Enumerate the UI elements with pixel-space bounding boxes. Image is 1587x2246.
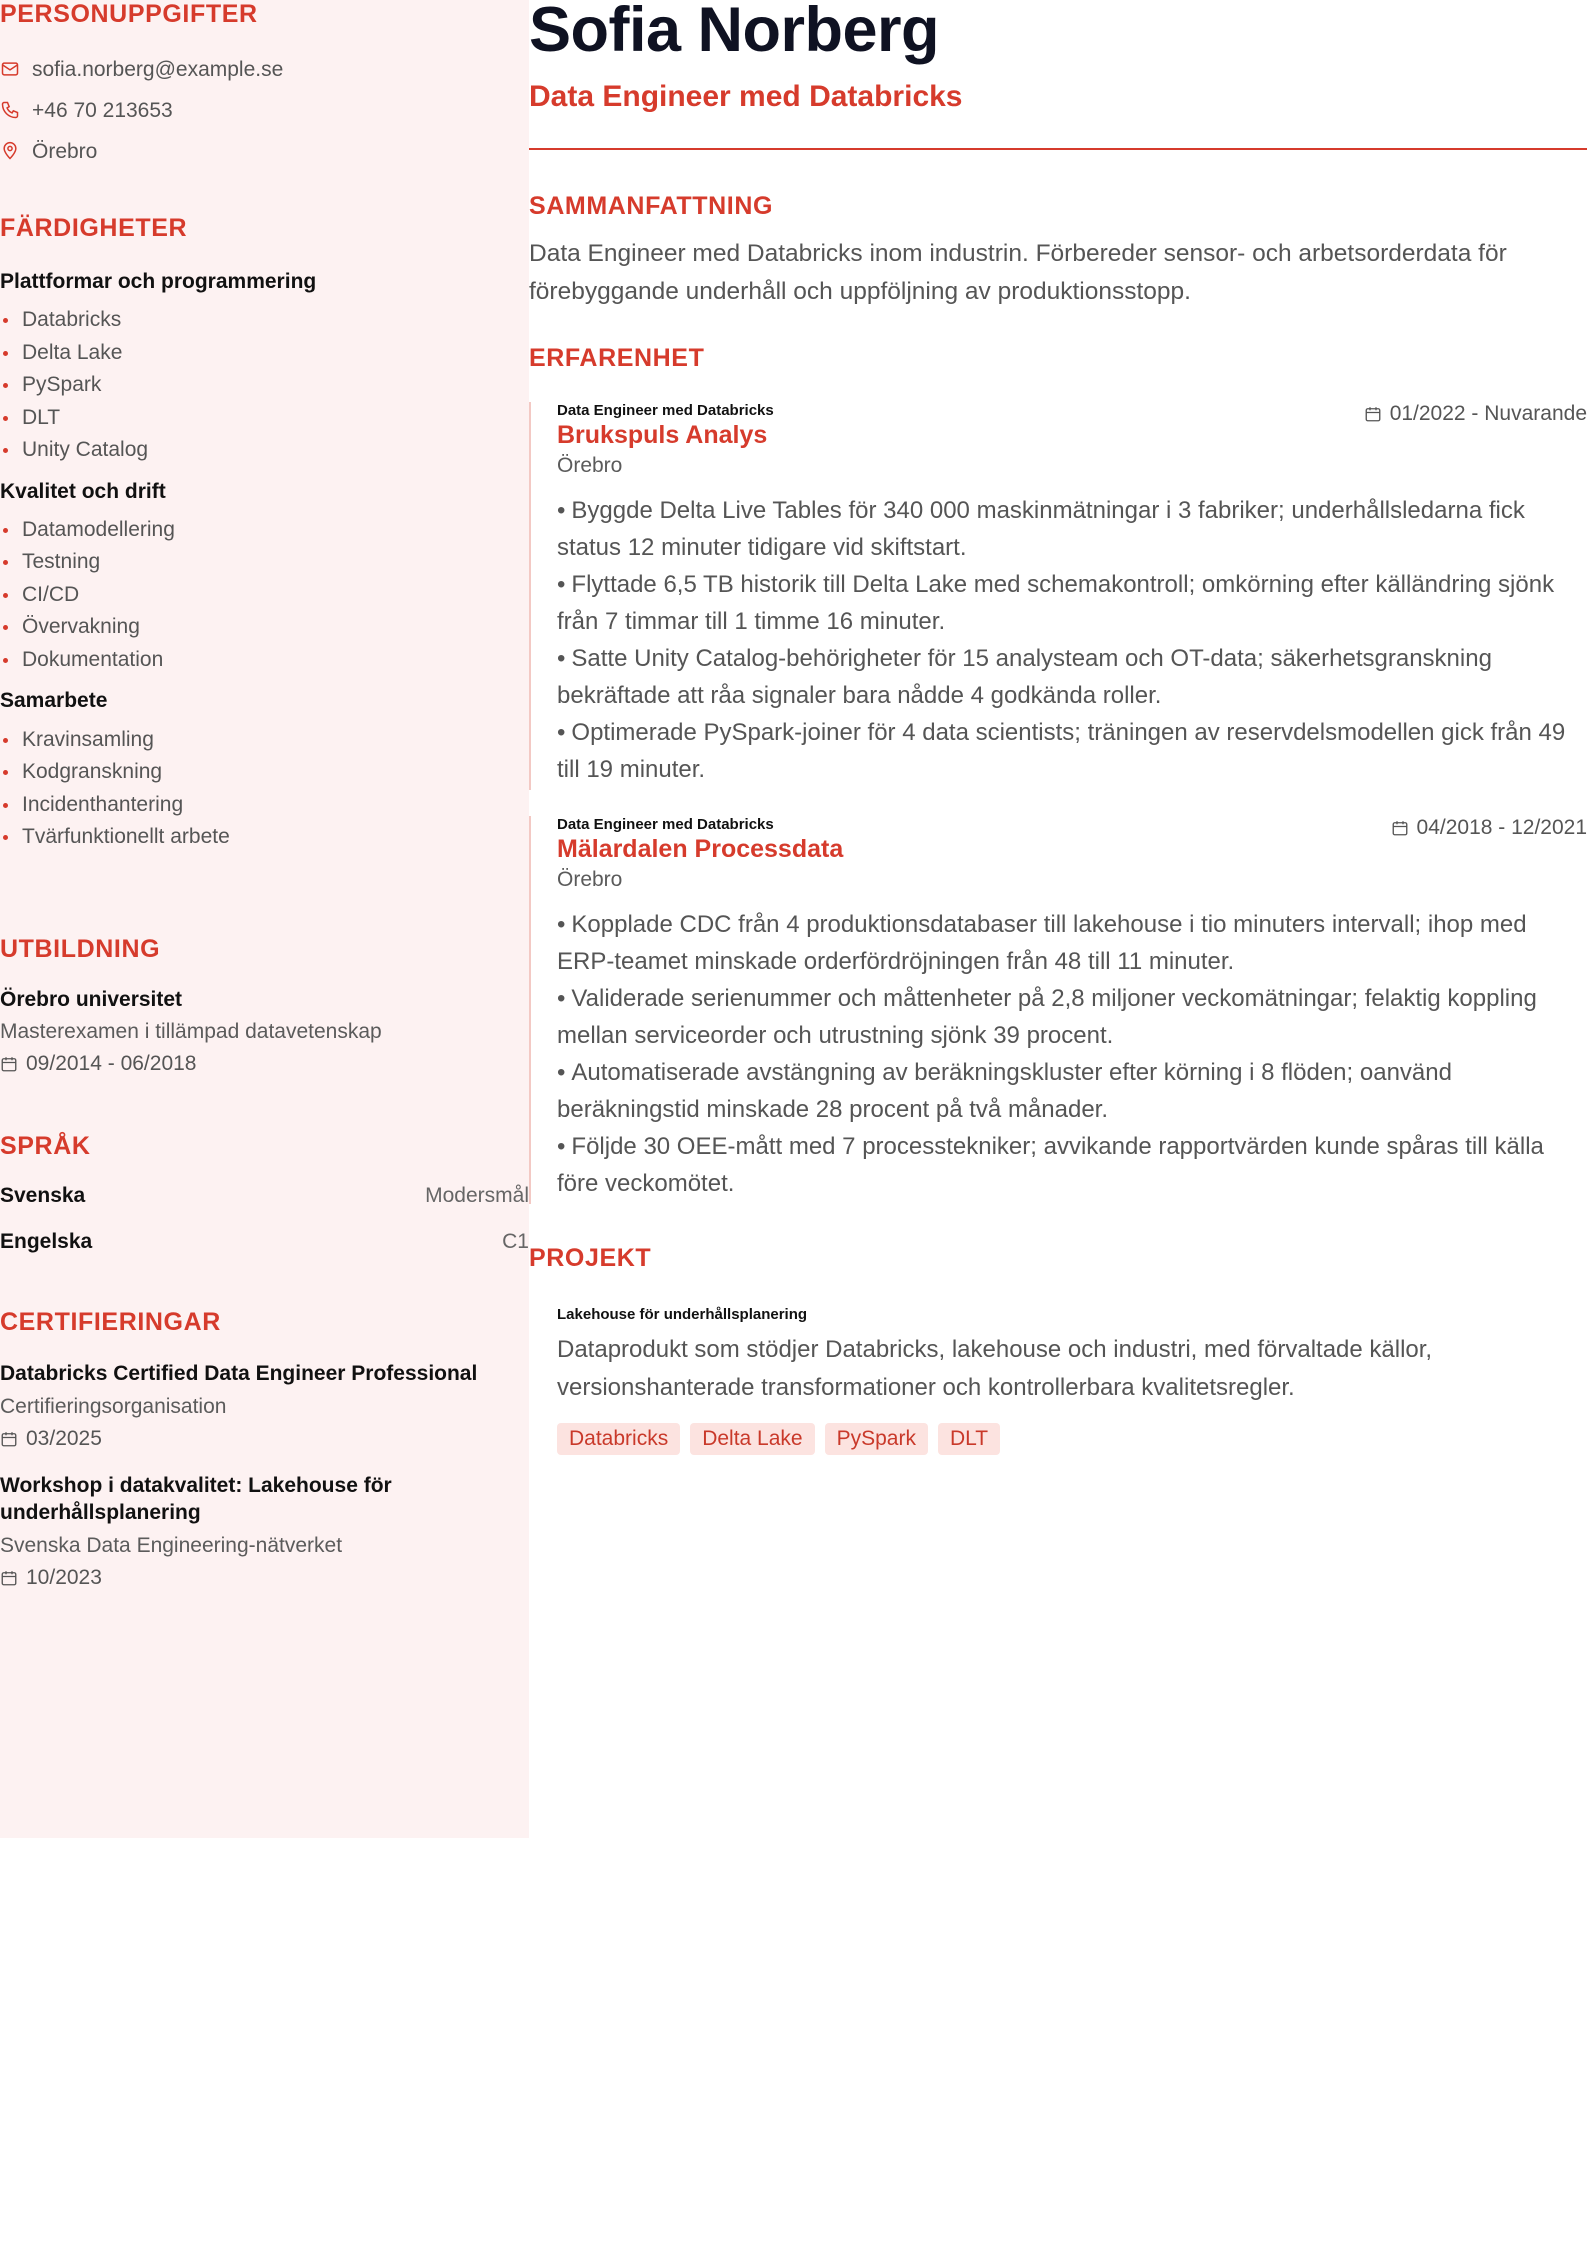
education-dates: 09/2014 - 06/2018 [26, 1052, 197, 1075]
job-bullet: • Automatiserade avstängning av beräkningskluster efter körning i 8 flöden; oanvänd beräkningstid minskade 28 procent på två månader. [557, 1059, 1452, 1123]
job-dates: 01/2022 - Nuvarande [1389, 402, 1587, 425]
mail-icon [0, 59, 22, 81]
job-bullet: • Validerade serienummer och måttenheter på 2,8 miljoner veckomätningar; felaktig koppling mellan serviceorder och utrustning sjönk 39 procent. [557, 985, 1537, 1049]
skill-item: CI/CD [0, 579, 529, 612]
certification-item [0, 1473, 420, 1590]
job-bullet: • Byggde Delta Live Tables för 340 000 maskinmätningar i 3 fabriker; underhållsledarna fick status 12 minuter tidigare vid skiftstart. [557, 497, 1525, 561]
job-timeline-bar [529, 402, 531, 790]
skill-list [0, 724, 529, 854]
location-text: Örebro [32, 139, 98, 163]
skill-group [0, 688, 529, 853]
certifications-title: CERTIFIERINGAR [0, 1308, 221, 1336]
certification-date: 03/2025 [26, 1427, 102, 1451]
job-entry [529, 816, 1587, 1204]
project-tag: Delta Lake [690, 1423, 814, 1455]
phone-text: +46 70 213653 [32, 98, 173, 122]
header-divider [529, 148, 1587, 150]
language-level: C1 [502, 1230, 529, 1253]
skill-item: Kodgranskning [0, 756, 529, 789]
location-pin-icon [0, 141, 22, 163]
skill-item: Databricks [0, 304, 529, 337]
job-timeline-bar [529, 816, 531, 1204]
skill-group [0, 479, 529, 677]
education-date-row [0, 1052, 529, 1076]
skill-item: Övervakning [0, 611, 529, 644]
skill-group [0, 269, 529, 467]
personal-section [0, 2, 529, 172]
skill-item: Dokumentation [0, 644, 529, 677]
certification-issuer: Svenska Data Engineering-nätverket [0, 1533, 343, 1557]
job-bullets [557, 492, 1587, 788]
project-name: Lakehouse för underhållsplanering [557, 1306, 808, 1323]
language-row [0, 1173, 529, 1219]
candidate-name: Sofia Norberg [529, 0, 940, 65]
job-location: Örebro [557, 868, 623, 891]
skill-group-title: Samarbete [0, 689, 108, 713]
email-text: sofia.norberg@example.se [32, 57, 284, 81]
location-row [0, 131, 529, 172]
experience-title: ERFARENHET [529, 344, 705, 372]
calendar-icon [1364, 405, 1382, 423]
job-bullet: • Kopplade CDC från 4 produktionsdatabaser till lakehouse i tio minuters intervall; ihop med ERP-teamet minskade orderfördröjningen från 48 till 11 minuter. [557, 911, 1527, 975]
calendar-icon [1391, 819, 1409, 837]
language-name: Engelska [0, 1230, 93, 1253]
job-date-row [1364, 402, 1587, 426]
project-entry [529, 1306, 1587, 1455]
skill-item: Testning [0, 546, 529, 579]
skill-item: DLT [0, 402, 529, 435]
project-tag: DLT [938, 1423, 1000, 1455]
job-role: Data Engineer med Databricks [557, 402, 774, 419]
skill-group-title: Kvalitet och drift [0, 479, 166, 503]
job-bullet: • Optimerade PySpark-joiner för 4 data scientists; träningen av reservdelsmodellen gick från 49 till 19 minuter. [557, 719, 1566, 783]
skill-group-title: Plattformar och programmering [0, 270, 317, 293]
languages-title: SPRÅK [0, 1132, 91, 1160]
languages-section [0, 1134, 529, 1265]
certifications-section [0, 1310, 529, 1590]
skill-item: Unity Catalog [0, 434, 529, 467]
job-bullet: • Satte Unity Catalog-behörigheter för 15 analysteam och OT-data; säkerhetsgranskning bekräftade att råa signaler bara nådde 4 godkända roller. [557, 645, 1492, 709]
job-bullets [557, 906, 1587, 1202]
job-company: Mälardalen Processdata [557, 835, 844, 863]
job-bullet: • Flyttade 6,5 TB historik till Delta Lake med schemakontroll; omkörning efter källändring sjönk från 7 timmar till 1 timme 16 minuter. [557, 571, 1555, 635]
certification-name: Workshop i datakvalitet: Lakehouse för underhållsplanering [0, 1474, 392, 1524]
certification-item [0, 1361, 529, 1451]
certification-date-row [0, 1427, 529, 1451]
calendar-icon [0, 1569, 18, 1587]
projects-title: PROJEKT [529, 1244, 652, 1272]
job-location: Örebro [557, 454, 623, 477]
certification-name: Databricks Certified Data Engineer Professional [0, 1362, 478, 1385]
email-row[interactable] [0, 49, 529, 90]
calendar-icon [0, 1430, 18, 1448]
skill-item: Kravinsamling [0, 724, 529, 757]
education-title: UTBILDNING [0, 935, 161, 963]
job-dates: 04/2018 - 12/2021 [1416, 816, 1587, 839]
phone-icon [0, 100, 22, 122]
skill-item: PySpark [0, 369, 529, 402]
certification-issuer: Certifieringsorganisation [0, 1395, 227, 1419]
calendar-icon [0, 1055, 18, 1073]
job-date-row [1391, 816, 1587, 840]
skills-title: FÄRDIGHETER [0, 214, 188, 242]
sidebar [0, 0, 529, 1838]
job-bullet: • Följde 30 OEE-mått med 7 processtekniker; avvikande rapportvärden kunde spåras till källa före veckomötet. [557, 1133, 1544, 1197]
candidate-role: Data Engineer med Databricks [529, 80, 963, 113]
skill-list [0, 304, 529, 467]
phone-row[interactable] [0, 90, 529, 131]
education-section [0, 937, 529, 1076]
language-row [0, 1219, 529, 1265]
certification-date: 10/2023 [26, 1565, 102, 1589]
summary-title: SAMMANFATTNING [529, 192, 774, 220]
language-level: Modersmål [425, 1184, 529, 1207]
project-tag: Databricks [557, 1423, 680, 1455]
education-school: Örebro universitet [0, 988, 183, 1011]
skill-item: Datamodellering [0, 514, 529, 547]
certification-date-row [0, 1566, 420, 1590]
personal-title: PERSONUPPGIFTER [0, 0, 258, 28]
language-name: Svenska [0, 1184, 86, 1207]
project-tags [557, 1423, 1587, 1455]
project-description: Dataprodukt som stödjer Databricks, lakehouse och industri, med förvaltade källor, versionshanterade transformationer och kontrollerbara kvalitetsregler. [557, 1336, 1433, 1401]
summary-text: Data Engineer med Databricks inom industrin. Förbereder sensor- och arbetsorderdata för förebyggande underhåll och uppföljning av produktionsstopp. [529, 240, 1507, 305]
skill-item: Tvärfunktionellt arbete [0, 821, 529, 854]
skill-item: Incidenthantering [0, 789, 529, 822]
job-company: Brukspuls Analys [557, 421, 768, 449]
project-tag: PySpark [825, 1423, 928, 1455]
skills-section [0, 216, 529, 854]
skill-list [0, 514, 529, 677]
skill-item: Delta Lake [0, 337, 529, 370]
job-role: Data Engineer med Databricks [557, 816, 774, 833]
education-degree: Masterexamen i tillämpad datavetenskap [0, 1020, 382, 1043]
job-entry [529, 402, 1587, 790]
